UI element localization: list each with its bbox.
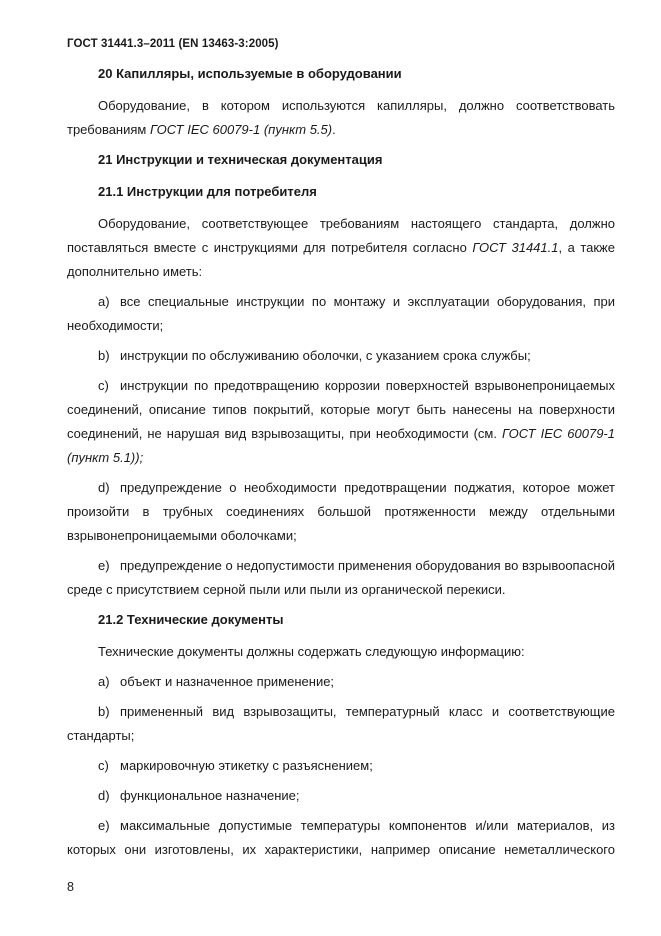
list-item-21-1-e [67, 554, 615, 602]
list-item-21-2-a [67, 670, 615, 694]
list-item-21-1-d [67, 476, 615, 548]
list-item-letter: c) [98, 758, 109, 773]
list-item-letter: e) [98, 818, 110, 833]
section-21-1-intro-text: Оборудование, соответствующее требованиям настоящего стандарта, должно поставляться вместе с инструкциями для потребителя согласно [67, 216, 615, 255]
list-item-text: предупреждение о недопустимости применения оборудования во взрывоопасной среде с присутствием серной пыли или пыли из органической перекиси. [67, 558, 615, 597]
list-item-21-2-b [67, 700, 615, 748]
list-item-text: объект и назначенное применение; [120, 674, 335, 689]
section-20-heading: 20 Капилляры, используемые в оборудовании [98, 66, 402, 81]
section-21-2-intro: Технические документы должны содержать следующую информацию: [98, 644, 525, 659]
list-item-letter: b) [98, 704, 110, 719]
section-20-paragraph [67, 94, 615, 142]
section-21-1-intro [67, 212, 615, 284]
section-20-text: Оборудование, в котором используются капилляры, должно соответствовать требованиям [67, 98, 615, 137]
page-number: 8 [67, 880, 74, 894]
section-21-1-heading: 21.1 Инструкции для потребителя [98, 184, 317, 199]
list-item-text: инструкции по обслуживанию оболочки, с указанием срока службы; [120, 348, 531, 363]
list-item-text: максимальные допустимые температуры компонентов и/или материалов, из которых они изготовлены, их характеристики, например описание неметаллического [67, 818, 615, 857]
list-item-letter: e) [98, 558, 110, 573]
section-21-2-heading: 21.2 Технические документы [98, 612, 284, 627]
list-item-21-2-d [67, 784, 615, 808]
list-item-reference: ГОСТ IEC 60079-1 (пункт 5.1)); [67, 426, 615, 465]
document-header: ГОСТ 31441.3–2011 (EN 13463-3:2005) [67, 38, 279, 50]
list-item-text: примененный вид взрывозащиты, температурный класс и соответствующие стандарты; [67, 704, 615, 743]
list-item-21-1-c [67, 374, 615, 470]
list-item-letter: b) [98, 348, 110, 363]
list-item-text: все специальные инструкции по монтажу и эксплуатации оборудования, при необходимости; [67, 294, 615, 333]
section-20-reference: ГОСТ IEC 60079-1 (пункт 5.5) [149, 122, 333, 137]
list-item-21-1-b [67, 344, 615, 368]
section-21-heading: 21 Инструкции и техническая документация [98, 152, 383, 167]
list-item-text: маркировочную этикетку с разъяснением; [120, 758, 373, 773]
list-item-21-1-a [67, 290, 615, 338]
list-item-letter: c) [98, 378, 109, 393]
section-20-text-end: . [332, 122, 336, 137]
list-item-21-2-c [67, 754, 615, 778]
list-item-letter: a) [98, 674, 110, 689]
list-item-text: инструкции по предотвращению коррозии поверхностей взрывонепроницаемых соединений, описание типов покрытий, которые могут быть нанесены на поверхности соединений, не нарушая вид взрывозащиты, при необходимости (см. [67, 378, 615, 441]
list-item-text: предупреждение о необходимости предотвращении поджатия, которое может произойти в трубных соединениях большой протяженности между отдельными взрывонепроницаемыми оболочками; [67, 480, 615, 543]
list-item-text: функциональное назначение; [120, 788, 300, 803]
list-item-letter: a) [98, 294, 110, 309]
document-body [67, 62, 615, 862]
list-item-21-2-e [67, 814, 615, 862]
list-item-letter: d) [98, 480, 110, 495]
section-21-1-intro-reference: ГОСТ 31441.1 [472, 240, 559, 255]
section-21-1-intro-text-end: , а также дополнительно иметь: [67, 240, 615, 279]
list-item-letter: d) [98, 788, 110, 803]
